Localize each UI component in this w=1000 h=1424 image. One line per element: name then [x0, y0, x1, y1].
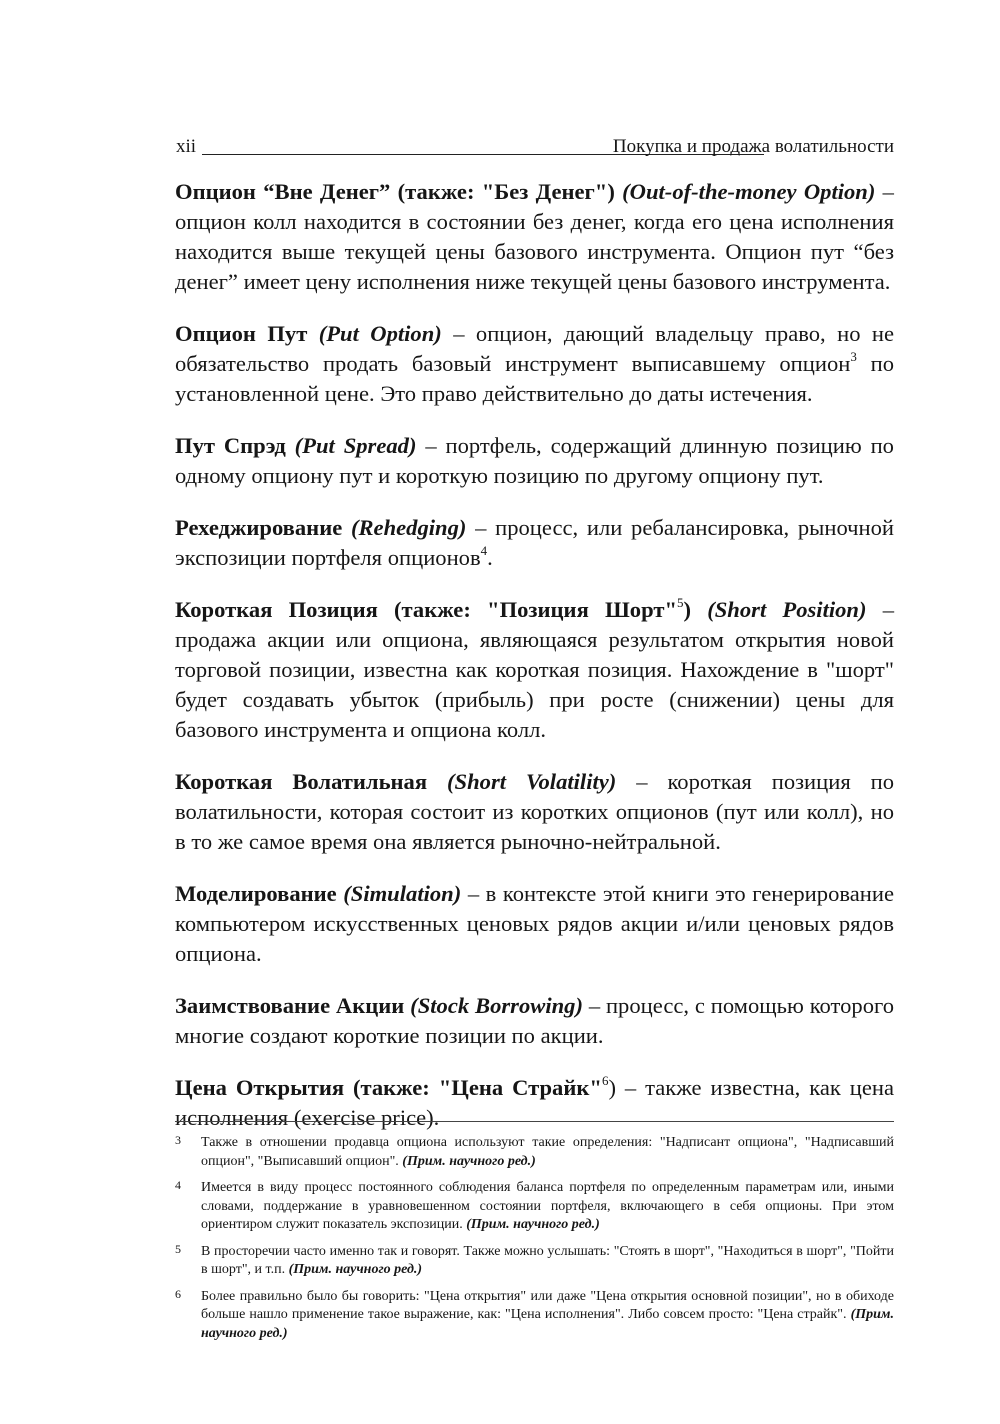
entry-definition: – процесс, или ребалансировка, рыночной экспозиции портфеля опционов — [175, 515, 894, 570]
glossary-entries — [175, 177, 894, 1155]
entry-term: Пут Спрэд — [175, 433, 286, 458]
entry-term: Опцион Пут — [175, 321, 308, 346]
footnote-number: 3 — [175, 1133, 181, 1147]
entry-english-term: (Stock Borrowing) — [410, 993, 583, 1018]
entry-term: Короткая Волатильная — [175, 769, 428, 794]
editor-note: (Прим. научного ред.) — [402, 1153, 536, 1169]
glossary-entry: Короткая Позиция (также: "Позиция Шорт"$^5$) (Short Position) – продажа акции или опциона, являющаяся результатом открытия новой торговой позиции, известна как короткая позиция. Нахождение в "шорт" будет создавать убыток (прибыль) при росте (снижении) цены для базового инструмента и опциона колл. — [175, 595, 895, 742]
editor-note: (Прим. научного ред.) — [288, 1262, 423, 1277]
glossary-entry — [175, 1073, 894, 1133]
editor-note: (Прим. научного ред.) — [201, 1307, 894, 1341]
page-header — [176, 136, 894, 166]
page-number: xii — [176, 136, 197, 157]
entry-definition: – в контексте этой книги это генерирование компьютером искусственных ценовых рядов акции и/или ценовых рядов опциона. — [175, 881, 894, 966]
entry-definition: – короткая позиция по волатильности, которая состоит из коротких опционов (пут или колл), но в то же самое время она является рыночно-нейтральной. — [175, 769, 895, 854]
entry-definition: ) – также известна, как цена исполнения (exercise price). — [175, 1075, 894, 1130]
entry-english-term: (Short Position) — [707, 597, 867, 622]
footnote-ref: 4 — [480, 543, 488, 559]
entry-term: Рехеджирование — [175, 515, 343, 540]
footnote — [175, 1243, 894, 1280]
glossary-entry — [175, 431, 894, 491]
footnote-text: Также в отношении продавца опциона используют такие определения: "Надписант опциона", "Надписавший опцион", "Выписавший опцион". — [201, 1135, 894, 1169]
entry-definition: – опцион колл находится в состоянии без денег, когда его цена исполнения находится выше текущей цены базового инструмента. Опцион пут “без денег” имеет цену исполнения ниже текущей цены базового инструмента. — [175, 179, 894, 294]
glossary-entry — [175, 177, 894, 297]
footnote-ref: 6 — [601, 1073, 609, 1089]
entry-term: Короткая Позиция (также: "Позиция Шорт" — [175, 597, 677, 622]
entry-definition-cont: . — [487, 545, 493, 570]
footnote-text: Более правильно было бы говорить: "Цена открытия" или даже "Цена открытия основной позиции", но в обиходе больше нашло применение такое выражение, как: "Цена исполнения". Либо совсем просто: "Цена страйк". — [201, 1288, 894, 1322]
entry-term: Цена Открытия (также: "Цена Страйк" — [175, 1075, 602, 1100]
footnote-ref: 5 — [677, 595, 684, 611]
entry-term: Опцион “Вне Денег” (также: "Без Денег") — [175, 179, 615, 204]
entry-term: Заимствование Акции — [175, 993, 405, 1018]
footnote-number: 4 — [175, 1178, 181, 1192]
footnote-number: 6 — [175, 1286, 181, 1301]
running-title: Покупка и продажа волатильности — [612, 136, 894, 157]
glossary-entry — [175, 991, 894, 1051]
entry-definition: – портфель, содержащий длинную позицию по одному опциону пут и короткую позицию по другому опциону пут. — [175, 433, 894, 488]
entry-english-term: (Simulation) — [343, 881, 462, 906]
entry-definition: – опцион, дающий владельцу право, но не обязательство продать базовый инструмент выписавшему опцион — [175, 321, 894, 376]
footnote — [175, 1179, 894, 1235]
footnote-number: 5 — [175, 1241, 181, 1256]
footnote-text: Имеется в виду процесс постоянного соблюдения баланса портфеля по определенным параметрам или, иными словами, поддержание в уравновешенном состоянии портфеля, включающего в себя опционы. При этом ориентиром служит показатель экспозиции. — [201, 1180, 894, 1232]
entry-english-term: (Short Volatility) — [447, 769, 617, 794]
glossary-entry — [175, 319, 894, 409]
footnote-text: В просторечии часто именно так и говорят. Также можно услышать: "Стоять в шорт", "Находиться в шорт", "Пойти в шорт", и т.п. — [201, 1243, 894, 1277]
glossary-entry — [175, 767, 894, 857]
glossary-entry — [175, 513, 894, 573]
entry-english-term: (Put Option) — [318, 321, 442, 346]
footnote-divider — [175, 1121, 894, 1122]
footnote-ref: 3 — [850, 349, 857, 365]
footnotes — [175, 1134, 894, 1351]
entry-definition-cont: по установленной цене. Это право действительно до даты истечения. — [175, 351, 894, 406]
entry-definition: – процесс, с помощью которого многие создают короткие позиции по акции. — [175, 993, 894, 1048]
entry-english-term: (Put Spread) — [294, 433, 417, 458]
entry-english-term: (Rehedging) — [350, 515, 467, 540]
editor-note: (Прим. научного ред.) — [466, 1217, 600, 1232]
glossary-entry — [175, 879, 894, 969]
footnote — [175, 1134, 894, 1171]
entry-term: Моделирование — [175, 881, 337, 906]
footnote — [175, 1288, 894, 1344]
entry-english-term: (Out-of-the-money Option) — [622, 179, 876, 204]
entry-definition: – продажа акции или опциона, являющаяся результатом открытия новой торговой позиции, известна как короткая позиция. Нахождение в "шорт" будет создавать убыток (прибыль) при росте (снижении) цены для базового инструмента и опциона колл. — [175, 597, 895, 742]
